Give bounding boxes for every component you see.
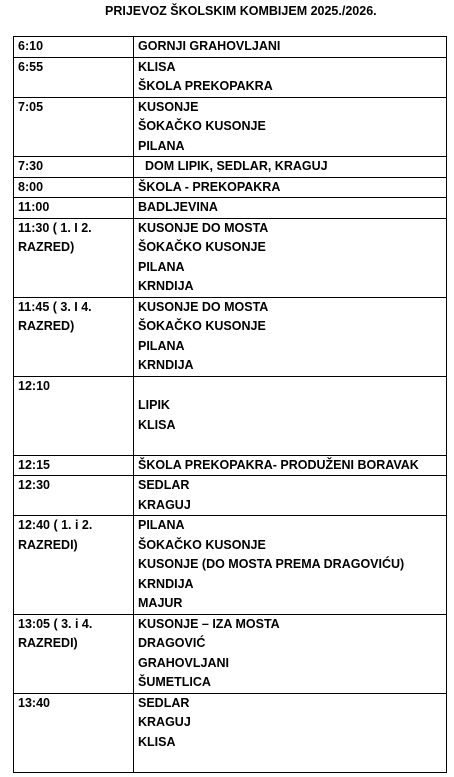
time-cell: [14, 157, 134, 178]
destination-stop: GRAHOVLJANI: [138, 655, 229, 670]
departure-time: 12:10: [18, 378, 50, 393]
schedule-row: [14, 455, 447, 476]
destination-stop: ŠKOLA PREKOPAKRA- PRODUŽENI BORAVAK: [138, 457, 419, 472]
departure-time: 13:40: [18, 695, 50, 710]
destinations-cell: [134, 57, 447, 97]
schedule-row: [14, 177, 447, 198]
departure-time: 12:40 ( 1. i 2. RAZREDI): [18, 518, 93, 552]
departure-time: 6:55: [18, 59, 44, 74]
destinations-cell: [134, 297, 447, 376]
time-cell: [14, 455, 134, 476]
time-cell: [14, 297, 134, 376]
destination-stop: PILANA: [138, 138, 185, 153]
destination-stop: LIPIK: [138, 398, 170, 412]
destination-stop: MAJUR: [138, 596, 183, 610]
destination-stop: ŠOKAČKO KUSONJE: [138, 319, 266, 333]
destination-stop: KRNDIJA: [138, 576, 194, 591]
destination-stop: SEDLAR: [138, 695, 190, 710]
destination-stop: PILANA: [138, 338, 185, 353]
departure-time: 12:30: [18, 478, 50, 492]
destination-stop: KRNDIJA: [138, 358, 194, 372]
destination-stop: KLISA: [138, 59, 176, 74]
destination-stop: DRAGOVIĆ: [138, 636, 206, 650]
departure-time: 8:00: [18, 179, 44, 194]
schedule-row: [14, 614, 447, 693]
schedule-row: [14, 516, 447, 615]
destination-stop: KUSONJE – IZA MOSTA: [138, 616, 280, 631]
destinations-cell: [134, 218, 447, 297]
destinations-cell: [134, 516, 447, 615]
time-cell: [14, 376, 134, 455]
departure-time: 7:30: [18, 159, 44, 173]
destinations-cell: [134, 37, 447, 58]
destination-stop: DOM LIPIK, SEDLAR, KRAGUJ: [138, 159, 328, 173]
destination-stop: ŠOKAČKO KUSONJE: [138, 537, 266, 552]
time-cell: [14, 57, 134, 97]
destination-stop: ŠUMETLICA: [138, 675, 211, 689]
departure-time: 11:00: [18, 200, 50, 214]
time-cell: [14, 37, 134, 58]
time-cell: [14, 614, 134, 693]
time-cell: [14, 97, 134, 157]
destination-stop: KUSONJE DO MOSTA: [138, 220, 269, 235]
destination-stop: BADLJEVINA: [138, 200, 218, 214]
destination-stop: KRAGUJ: [138, 497, 191, 512]
departure-time: 12:15: [18, 457, 50, 472]
schedule-row: [14, 218, 447, 297]
destination-stop: PILANA: [138, 259, 185, 274]
destination-stop: PILANA: [138, 518, 185, 532]
schedule-row: [14, 97, 447, 157]
departure-time: 6:10: [18, 39, 44, 53]
destination-stop: ŠKOLA - PREKOPAKRA: [138, 179, 281, 194]
destinations-cell: [134, 157, 447, 178]
schedule-row: [14, 157, 447, 178]
schedule-row: [14, 297, 447, 376]
destination-stop: SEDLAR: [138, 478, 190, 492]
destination-stop: ŠOKAČKO KUSONJE: [138, 119, 266, 133]
schedule-row: [14, 198, 447, 219]
time-cell: [14, 693, 134, 772]
destination-stop: [138, 377, 446, 397]
departure-time: 7:05: [18, 99, 44, 114]
destination-stop: KRNDIJA: [138, 279, 194, 293]
schedule-body: [14, 37, 447, 773]
destination-stop: KUSONJE DO MOSTA: [138, 299, 269, 314]
destinations-cell: [134, 693, 447, 772]
departure-time: 11:45 ( 3. I 4. RAZRED): [18, 299, 92, 333]
time-cell: [14, 516, 134, 615]
time-cell: [14, 177, 134, 198]
destinations-cell: [134, 455, 447, 476]
destination-stop: KUSONJE: [138, 99, 199, 114]
destination-stop: KLISA: [138, 734, 176, 749]
destinations-cell: [134, 177, 447, 198]
schedule-row: [14, 57, 447, 97]
destination-stop: KLISA: [138, 417, 176, 432]
time-cell: [14, 476, 134, 516]
destinations-cell: [134, 614, 447, 693]
schedule-table: [13, 36, 447, 773]
time-cell: [14, 198, 134, 219]
destination-stop: KUSONJE (DO MOSTA PREMA DRAGOVIĆU): [138, 557, 405, 571]
destinations-cell: [134, 476, 447, 516]
time-cell: [14, 218, 134, 297]
destination-stop: [138, 435, 446, 455]
schedule-row: [14, 376, 447, 455]
schedule-row: [14, 693, 447, 772]
schedule-row: [14, 476, 447, 516]
schedule-row: [14, 37, 447, 58]
destinations-cell: [134, 97, 447, 157]
destinations-cell: [134, 376, 447, 455]
destination-stop: GORNJI GRAHOVLJANI: [138, 39, 281, 53]
page-title: PRIJEVOZ ŠKOLSKIM KOMBIJEM 2025./2026.: [105, 4, 377, 18]
destination-stop: KRAGUJ: [138, 715, 191, 729]
departure-time: 11:30 ( 1. I 2. RAZRED): [18, 220, 92, 254]
destinations-cell: [134, 198, 447, 219]
departure-time: 13:05 ( 3. i 4. RAZREDI): [18, 616, 93, 650]
destination-stop: [138, 752, 446, 772]
destination-stop: ŠKOLA PREKOPAKRA: [138, 79, 273, 93]
destination-stop: ŠOKAČKO KUSONJE: [138, 240, 266, 254]
